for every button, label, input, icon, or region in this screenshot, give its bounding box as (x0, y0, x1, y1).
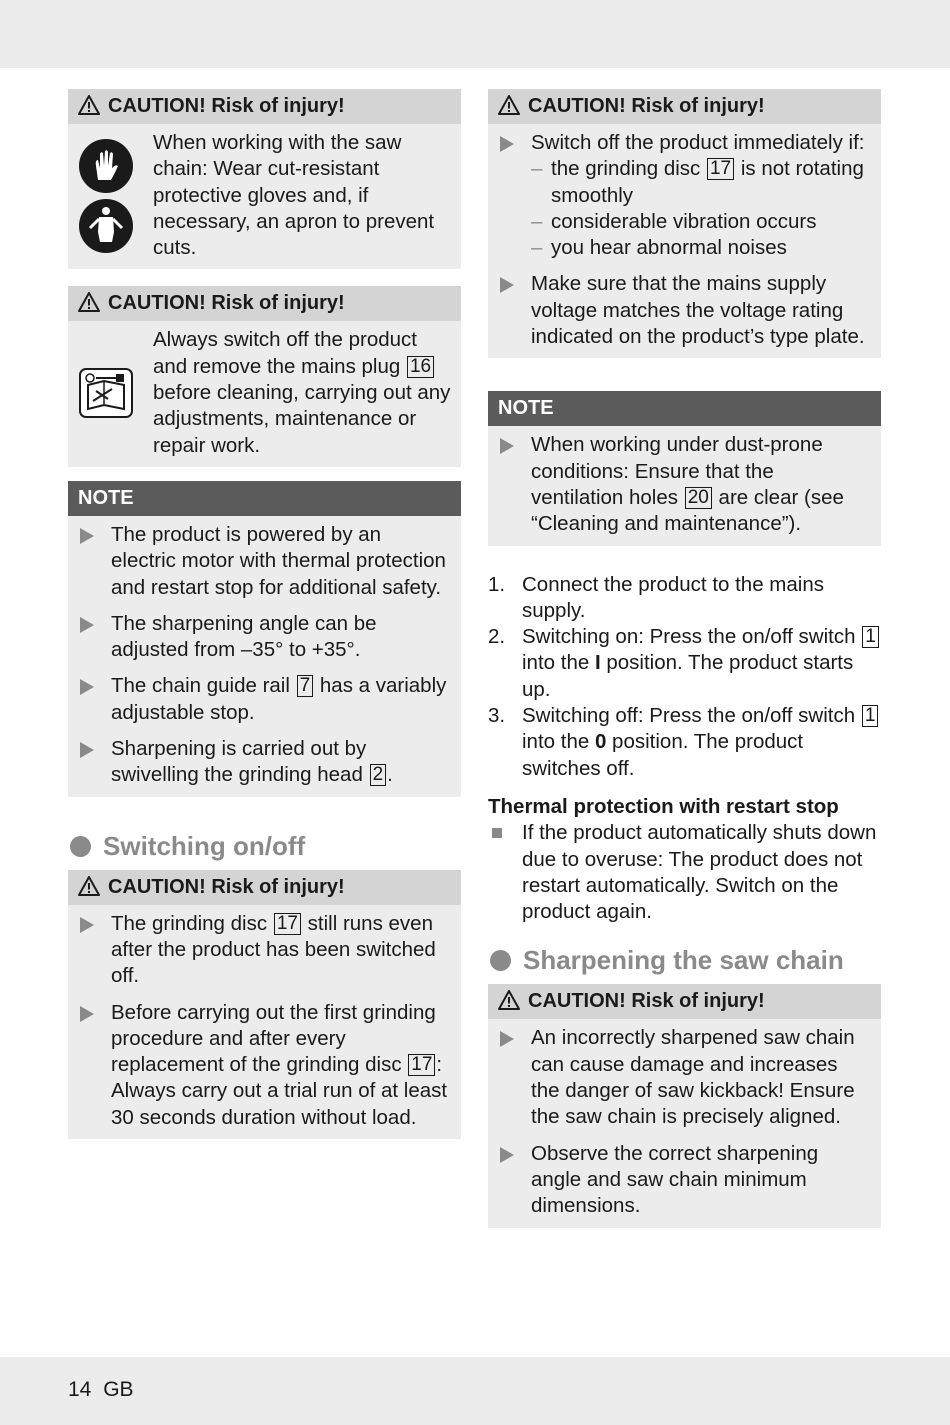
part-reference: 7 (297, 675, 314, 697)
part-reference: 20 (685, 487, 712, 509)
section-title-switching: Switching on/off (68, 831, 461, 862)
thermal-protection-heading: Thermal protection with restart stop (488, 794, 839, 818)
caution-box-sharpening (488, 984, 881, 1227)
note-box-features (68, 481, 461, 797)
caution-label: CAUTION! Risk of injury! (528, 95, 765, 117)
warning-triangle-icon (78, 95, 100, 115)
warning-triangle-icon (78, 876, 100, 896)
page-footer (68, 1378, 134, 1402)
warning-triangle-icon (78, 292, 100, 312)
warning-triangle-icon (498, 990, 520, 1010)
caution-heading (488, 89, 881, 124)
caution-heading (488, 984, 881, 1019)
caution-box-gloves (68, 89, 461, 269)
caution-label: CAUTION! Risk of injury! (108, 875, 345, 898)
warning-triangle-icon (498, 95, 520, 115)
step-item: 1. Connect the product to the mains supply. (488, 572, 824, 622)
caution-box-grinding-disc (68, 870, 461, 1139)
caution-heading (68, 286, 461, 321)
right-column (488, 89, 881, 1228)
part-reference: 17 (707, 158, 734, 180)
bullet-dot-icon (490, 950, 511, 971)
list-item: Observe the correct sharpening angle and saw chain minimum dimensions. (498, 1141, 871, 1220)
note-heading: NOTE (488, 391, 881, 426)
caution-box-switch-off (488, 89, 881, 358)
section-title-sharpening: Sharpening the saw chain (488, 945, 881, 976)
list-item: Switch off the product immediately if: – the grinding disc 17 is not rotating smoothly – considerable vibration occurs – you hear abnormal noises (498, 130, 871, 261)
caution-box-unplug (68, 286, 461, 466)
sub-list-item: – the grinding disc 17 is not rotating smoothly (531, 156, 871, 209)
caution-label: CAUTION! Risk of injury! (108, 95, 345, 117)
list-item: Sharpening is carried out by swivelling the grinding head 2 . (78, 736, 451, 789)
part-reference: 17 (408, 1054, 435, 1076)
gloves-warning-text: When working with the saw chain: Wear cut-resistant protective gloves and, if necessary, an apron to prevent cuts. (153, 131, 435, 260)
list-item: The chain guide rail 7 has a variably adjustable stop. (78, 673, 451, 726)
unplug-before-maintenance-icon (78, 367, 134, 419)
caution-heading (68, 870, 461, 905)
step-item: 2. Switching on: Press the on/off switch 1 into the I position. The product starts up. (488, 624, 881, 703)
part-reference: 2 (370, 764, 387, 786)
page-number: 14 (68, 1378, 92, 1401)
part-reference: 17 (274, 913, 301, 935)
list-item: An incorrectly sharpened saw chain can cause damage and increases the danger of saw kickback! Ensure the saw chain is precisely aligned. (498, 1025, 871, 1130)
bullet-dot-icon (70, 836, 91, 857)
caution-label: CAUTION! Risk of injury! (108, 292, 345, 315)
thermal-protection-list (488, 820, 881, 925)
apron-icon (78, 198, 134, 254)
list-item: Make sure that the mains supply voltage matches the voltage rating indicated on the product’s type plate. (498, 271, 871, 350)
step-item: 3. Switching off: Press the on/off switch 1 into the 0 position. The product switches off. (488, 703, 881, 782)
list-item: When working under dust-prone conditions: Ensure that the ventilation holes 20 are clear (see “Cleaning and maintenance”). (498, 432, 871, 537)
part-reference: 1 (862, 626, 879, 648)
list-item: If the product automatically shuts down due to overuse: The product does not restart automatically. Switch on the product again. (488, 820, 881, 925)
part-reference: 16 (407, 356, 434, 378)
switching-steps (488, 572, 881, 782)
part-reference: 1 (862, 705, 879, 727)
caution-heading (68, 89, 461, 124)
list-item: The grinding disc 17 still runs even after the product has been switched off. (78, 911, 451, 990)
footer-band (0, 1357, 950, 1425)
left-column (68, 89, 461, 1139)
sub-list-item: – considerable vibration occurs (531, 209, 871, 235)
sub-list-item: – you hear abnormal noises (531, 235, 871, 261)
list-item: The sharpening angle can be adjusted from –35° to +35°. (78, 611, 451, 664)
gloves-icon (78, 138, 134, 194)
list-item: The product is powered by an electric motor with thermal protection and restart stop for additional safety. (78, 522, 451, 601)
language-code: GB (103, 1378, 134, 1401)
list-item: Before carrying out the first grinding procedure and after every replacement of the grinding disc 17 : Always carry out a trial run of at least 30 seconds duration without load. (78, 1000, 451, 1131)
note-box-dust (488, 391, 881, 545)
note-heading: NOTE (68, 481, 461, 516)
caution-label: CAUTION! Risk of injury! (528, 990, 765, 1013)
unplug-warning-text: Always switch off the product and remove the mains plug 16 before cleaning, carrying out any adjustments, maintenance or repair work. (153, 328, 451, 457)
header-band (0, 0, 950, 68)
